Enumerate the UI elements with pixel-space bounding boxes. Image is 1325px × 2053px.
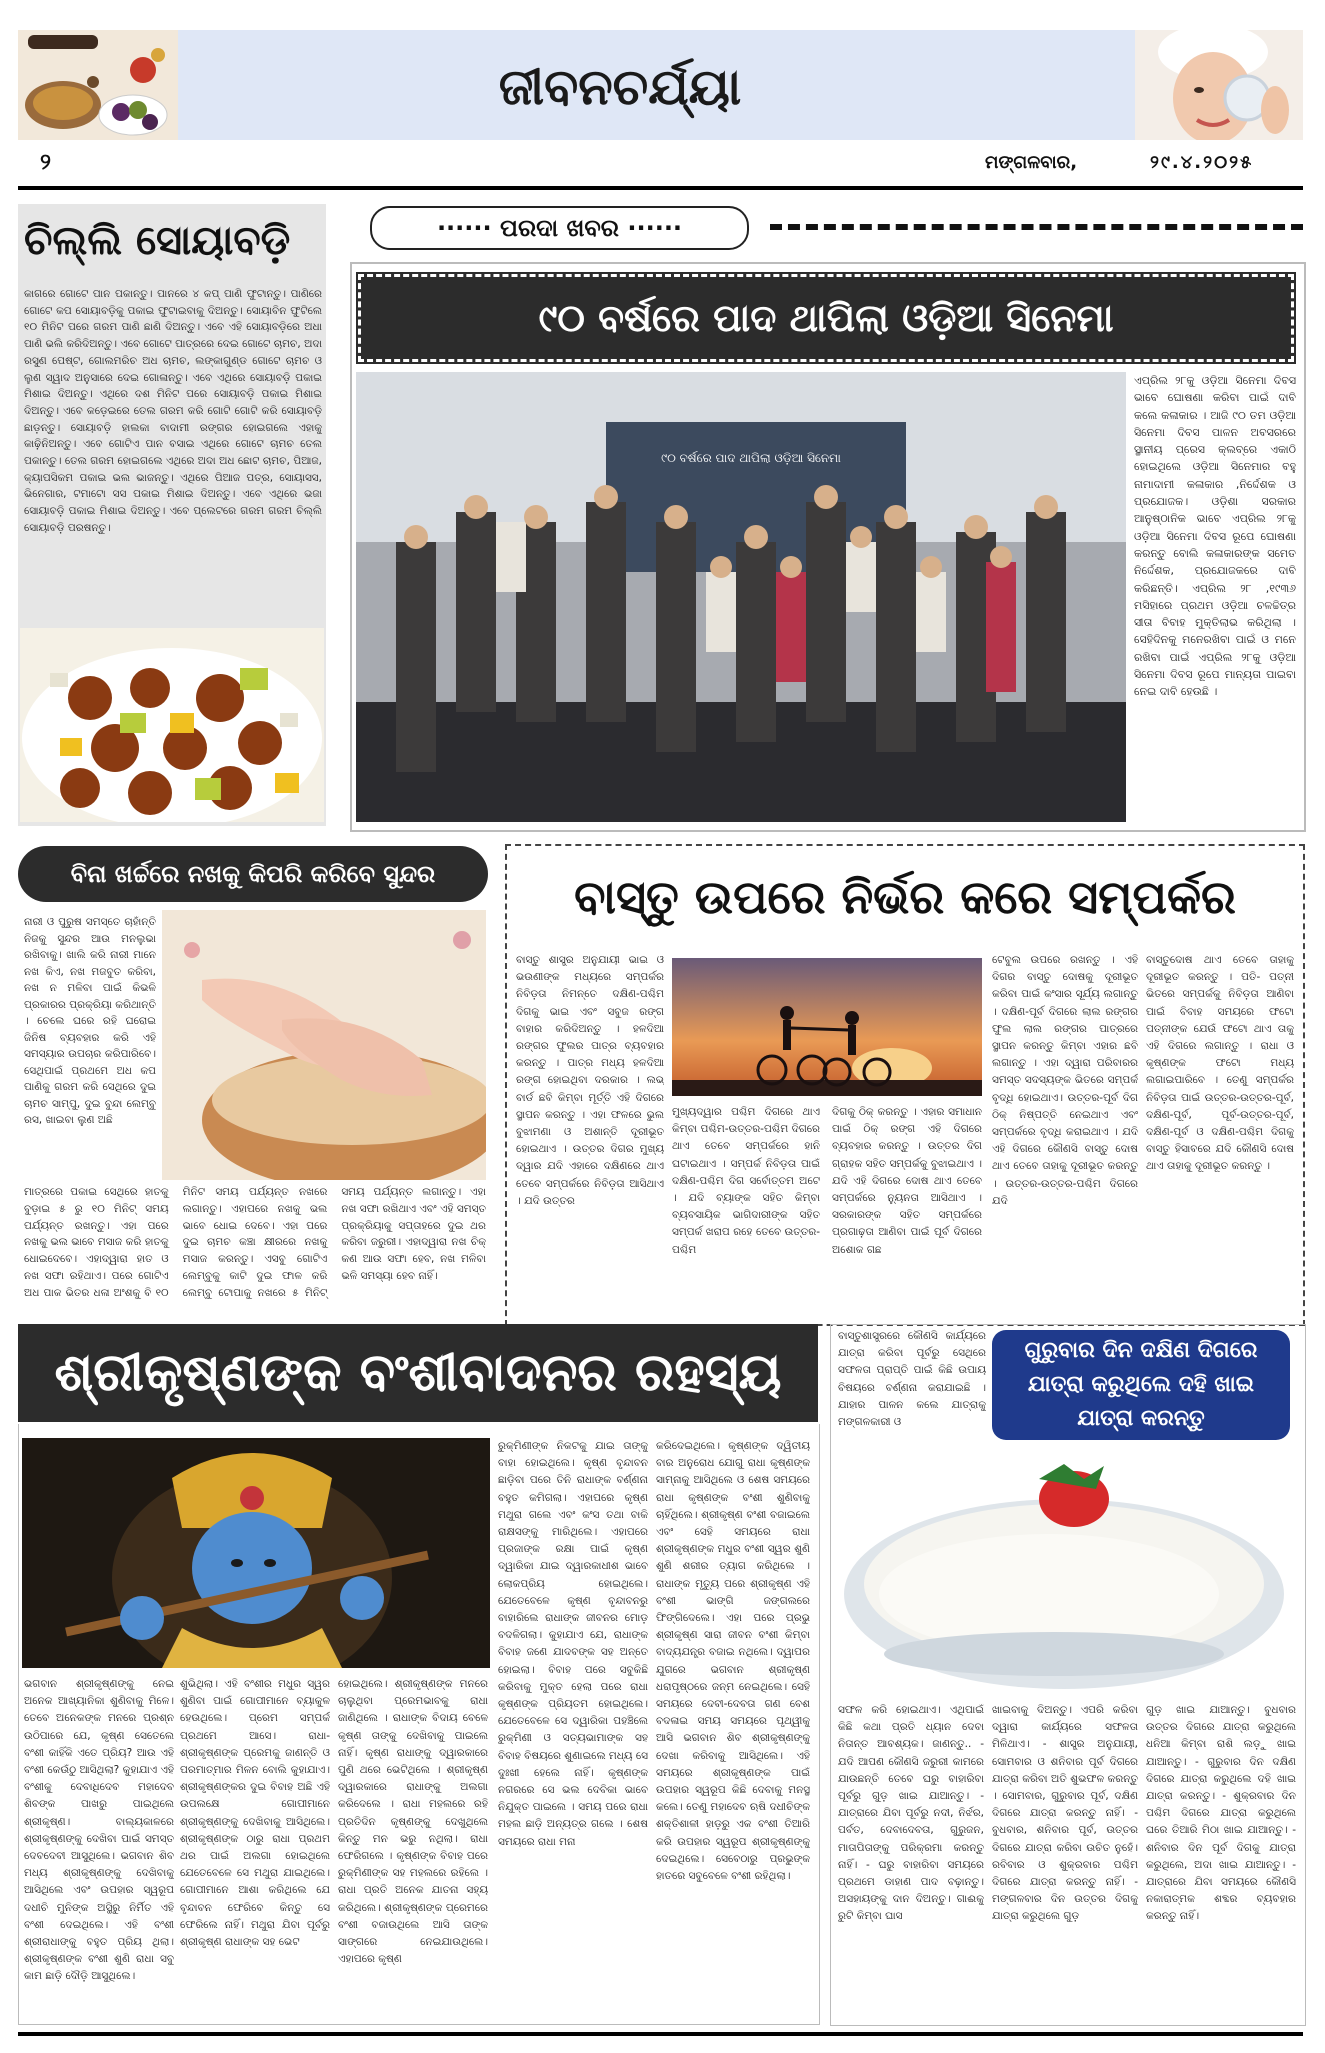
- krishna-col-b: ଶୁଭିଥିଲା। ଏହି ବଂଶୀର ମଧୁର ସ୍ୱର ଶୁଣିବା ପାଇଁ ଗୋପୀମାନେ ବ୍ୟାକୁଳ ହେଉଥିଲେ। ପ୍ରେମ ସମ୍ପର୍କ ପ୍ରଥମେ ଆସେ। ରାଧା-ଶ୍ରୀକୃଷ୍ଣଙ୍କ ପ୍ରେମକୁ ଜାଣନ୍ତି ଓ ପରମାତ୍ମାର ମିଳନ ବୋଲି କୁହାଯାଏ। ଶ୍ରୀକୃଷ୍ଣଙ୍କର ଦୁଇ ବିବାହ ଅଛି ଏହି ଉପଲକ୍ଷେ ଗୋପୀମାନେ ଶ୍ରୀକୃଷ୍ଣଙ୍କୁ ଦେଖିବାକୁ ଆସିଥିଲେ। ଶ୍ରୀକୃଷ୍ଣଙ୍କ ଠାରୁ ରାଧା ପ୍ରଥମ ଥର ପାଇଁ ଅଲଗା ହୋଇଥିଲେ ଯେତେବେଳେ ସେ ମଥୁରା ଯାଇଥିଲେ। ଗୋପୀମାନେ ଆଶା କରିଥିଲେ ଯେ ବୃନ୍ଦାବନ ଫେରିବେ କିନ୍ତୁ ସେ ଫେରିଲେ ନାହିଁ। ମଥୁରା ଯିବା ପୂର୍ବରୁ ଶ୍ରୀକୃଷ୍ଣ ରାଧାଙ୍କ ସହ ଭେଟ: [180, 1678, 330, 1949]
- krishna-col-e: କରିଦେଇଥିଲେ। କୃଷ୍ଣଙ୍କ ଦ୍ୱିତୀୟ ବାର ଅନୁରୋଧ ଯୋଗୁ ରାଧା କୃଷ୍ଣଙ୍କ ସାମ୍ନାକୁ ଆସିଥିଲେ ଓ ଶେଷ ସମୟରେ ରାଧା କୃଷ୍ଣଙ୍କ ବଂଶୀ ଶୁଣିବାକୁ ଚାହିଁଥିଲେ। ଶ୍ରୀକୃଷ୍ଣ ବଂଶୀ ବଜାଇଲେ ଏବଂ ସେହି ସମୟରେ ରାଧା ଶ୍ରୀକୃଷ୍ଣଙ୍କ ମଧୁର ବଂଶୀ ସ୍ୱର ଶୁଣି ଶୁଣି ଶରୀର ତ୍ୟାଗ କରିଥିଲେ । ରାଧାଙ୍କ ମୃତ୍ୟୁ ପରେ ଶ୍ରୀକୃଷ୍ଣ ଏହି ବଂଶୀ ଭାଙ୍ଗି ଜଙ୍ଗଲରେ ଫିଙ୍ଗିଦେଲେ। ଏହା ପରେ ପ୍ରଭୁ ଶ୍ରୀକୃଷ୍ଣ ସାରା ଜୀବନ ବଂଶୀ କିମ୍ବା ବାଦ୍ୟଯନ୍ତ୍ର ବଜାଇ ନଥିଲେ। ଦ୍ୱାପର ଯୁଗରେ ଭଗବାନ ଶ୍ରୀକୃଷ୍ଣ ଧରାପୃଷ୍ଠରେ ଜନ୍ମ ନେଇଥିଲେ। ସେହି ସମୟରେ ଦେବୀ-ଦେବତା ଗଣ ବେଶ ବଦଳାଇ ସମୟ ସମୟରେ ପୃଥ୍ୱୀକୁ ଆସି ଭଗବାନ ଶିବ ଶ୍ରୀକୃଷ୍ଣଙ୍କୁ ଦେଖା କରିବାକୁ ଆସିଥିଲେ। ଏହି ସମୟରେ ଶ୍ରୀକୃଷ୍ଣଙ୍କ ପାଇଁ ଉପହାର ସ୍ୱରୂପ କିଛି ଦେବାକୁ ମନସ୍ଥ କଲେ। ତେଣୁ ମହାଦେବ ଋଷି ଦଧୀଚିଙ୍କ ଶକ୍ତିଶାଳୀ ହାଡ଼ରୁ ଏକ ବଂଶୀ ତିଆରି କରି ଉପହାର ସ୍ୱରୂପ ଶ୍ରୀକୃଷ୍ଣଙ୍କୁ ଦେଇଥିଲେ। ସେବେଠାରୁ ପ୍ରଭୁଙ୍କ ହାତରେ ସବୁବେଳେ ବଂଶୀ ରହିଥିଲା।: [656, 1440, 810, 1883]
- couple-sunset-silhouette: [672, 958, 982, 1096]
- cinema-photo-caption: ୯୦ ବର୍ଷରେ ପାଦ ଥାପିଲା ଓଡ଼ିଆ ସିନେମା: [661, 451, 841, 465]
- nails-bottom-text: ମାତ୍ରରେ ପକାଇ ସେଥିରେ ହାତକୁ ବୁଡ଼ାଇ ୫ ରୁ ୧୦ ମିନିଟ୍ ସମୟ ପର୍ଯ୍ୟନ୍ତ ରଖନ୍ତୁ। ଏହା ପରେ ନଖକୁ ଭଲ ଭାବେ ମସାଜ କରି ହାତକୁ ଧୋଇଦେବେ। ଏହାଦ୍ୱାରା ହାତ ଓ ନଖ ସଫା ରହିଥାଏ। ପରେ ଗୋଟିଏ ଅଧ ପାକ ଭିତର ଧଳା ଅଂଶକୁ ବି ୧୦ ମିନିଟ ସମୟ ପର୍ଯ୍ୟନ୍ତ ନଖରେ ଲଗାନ୍ତୁ। ଏହାପରେ ନଖକୁ ଭଲ ଭାବେ ଧୋଇ ଦେବେ। ଏହା ପରେ ଦୁଇ ଚାମଚ କଞ୍ଚା କ୍ଷୀରରେ ନଖକୁ ମସାଜ କରନ୍ତୁ। ଏସବୁ ଗୋଟିଏ ଲେମ୍ବୁକୁ କାଟି ଦୁଇ ଫାଳ କରି ଲେମ୍ବୁ ଟୋପାକୁ ନଖରେ ୫ ମିନିଟ୍ ସମୟ ପର୍ଯ୍ୟନ୍ତ ଲଗାନ୍ତୁ। ଏହା ନଖ ସଫା ରଖିଥାଏ ଏବଂ ଏହି ସମସ୍ତ ପ୍ରକ୍ରିୟାକୁ ସପ୍ତାହରେ ଦୁଇ ଥର କରିବା ଜରୁରୀ। ଏହାଦ୍ୱାରା ନଖ ଚିକ୍‌ କଣ ଆଉ ସଫା ହେବ, ନଖ ମଳିବା ଭଳି ସମସ୍ୟା ହେବ ନାହିଁ।: [24, 1186, 486, 1299]
- vastu-col3: ଦିଗକୁ ଠିକ୍ କରନ୍ତୁ । ଏହାର ସମାଧାନ ପାଇଁ ଠିକ୍ ରଙ୍ଗ ଏହି ଦିଗରେ ବ୍ୟବହାର କରନ୍ତୁ । ଉତ୍ତର ଦିଗ ଗ୍ରାହକ ସହିତ ସମ୍ପର୍କକୁ ବୁଝାଇଥାଏ । ଯଦି ଏହି ଦିଗରେ ଦୋଷ ଥାଏ ତେବେ ସମ୍ପର୍କରେ ନ୍ୟୁନତା ଆସିଥାଏ । ସରକାରଙ୍କ ସହିତ ସମ୍ପର୍କରେ ପ୍ରଗାଢ଼ତା ଆଣିବା ପାଇଁ ପୂର୍ବ ଦିଗରେ ଅଶୋକ ଗଛ: [832, 1106, 982, 1256]
- krishna-col-a: ଭଗବାନ ଶ୍ରୀକୃଷ୍ଣଙ୍କୁ ନେଇ ଅନେକ ଆଖ୍ୟାନିକା ଶୁଣିବାକୁ ମିଳେ। ତେବେ ଅନେକଙ୍କ ମନରେ ପ୍ରଶ୍ନ ଉଠିପାରେ ଯେ, କୃଷ୍ଣ ସେତେଲେ ବଂଶୀ କାହିଁକି ଏତେ ପ୍ରିୟ? ଆଉ ଏହି ବଂଶୀ କେଉଁଠୁ ଆସିଥିଲା? କୁହାଯାଏ ଏହି ବଂଶୀକୁ ଦେବାଧିଦେବ ମହାଦେବ ଶିବଙ୍କ ପାଖରୁ ପାଇଥିଲେ ଶ୍ରୀକୃଷ୍ଣ। ବାଲ୍ୟକାଳରେ ଶ୍ରୀକୃଷ୍ଣଙ୍କୁ ଦେଖିବା ପାଇଁ ସମସ୍ତ ଦେବଦେବୀ ଆସୁଥିଲେ। ଭଗବାନ ଶିବ ମଧ୍ୟ ଶ୍ରୀକୃଷ୍ଣଙ୍କୁ ଦେଖିବାକୁ ଆସିଥିଲେ ଏବଂ ଉପହାର ସ୍ୱରୂପ ଦଧୀଚି ମୁନିଙ୍କ ଅସ୍ଥିରୁ ନିର୍ମିତ ଏହି ବଂଶୀ ଦେଇଥିଲେ। ଏହି ବଂଶୀ ଶ୍ରୀରାଧାଙ୍କୁ ବହୁତ ପ୍ରିୟ ଥିଲା। ଶ୍ରୀକୃଷ୍ଣଙ୍କ ବଂଶୀ ଶୁଣି ରାଧା ସବୁ କାମ ଛାଡ଼ି ଦୌଡ଼ି ଆସୁଥିଲେ।: [24, 1678, 174, 1983]
- chilli-title: ଚିଲ୍ଲି ସୋୟାବଡ଼ି: [24, 218, 291, 264]
- hands-in-bowl: [162, 910, 486, 1180]
- yatra-photo: [834, 1444, 1300, 1696]
- yatra-title: ଗୁରୁବାର ଦିନ ଦକ୍ଷିଣ ଦିଗରେ ଯାତ୍ରା କରୁଥିଲେ ଦହି ଖାଇ ଯାତ୍ରା କରନ୍ତୁ: [1024, 1338, 1258, 1431]
- curd-bowl-with-strawberry: [834, 1444, 1300, 1696]
- vastu-title: ବାସ୍ତୁ ଉପରେ ନିର୍ଭର କରେ ସମ୍ପର୍କର: [574, 870, 1236, 924]
- vastu-col2: ମୁଖ୍ୟଦ୍ୱାର ପଶ୍ଚିମ ଦିଗରେ ଥାଏ କିମ୍ବା ପଶ୍ଚିମ-ଉତ୍ତର-ପଶ୍ଚିମ ଦିଗରେ ଥାଏ ତେବେ ସମ୍ପର୍କରେ ହାନି ଘଟାଇଥାଏ । ସମ୍ପର୍କ ନିବିଡ଼ତା ପାଇଁ ଦକ୍ଷିଣ-ପଶ୍ଚିମ ଦିଗ ସର୍ବୋତ୍ତମ ଅଟେ । ଯଦି ବ୍ୟାଙ୍କ ସହିତ କିମ୍ବା ବ୍ୟବସାୟିକ ଭାଗିଦାରୀଙ୍କ ସହିତ ସମ୍ପର୍କ ଖରାପ ରହେ ତେବେ ଉତ୍ତର-ପଶ୍ଚିମ: [672, 1106, 820, 1256]
- nails-photo: [162, 910, 486, 1180]
- cinema-photo: [356, 372, 1126, 822]
- day-label: ମଙ୍ଗଳବାର,: [985, 152, 1078, 173]
- header-beauty-image: [1135, 30, 1303, 140]
- krishna-photo: [22, 1438, 490, 1668]
- spices-illustration: [18, 30, 178, 140]
- krishna-col-d: ରୁକ୍ମିଣୀଙ୍କ ନିକଟକୁ ଯାଇ ତାଙ୍କୁ ବାହା ହୋଇଥିଲେ। କୃଷ୍ଣ ବୃନ୍ଦାବନ ଛାଡ଼ିବା ପରେ ତିନି ରାଧାଙ୍କ ବର୍ଣ୍ଣନା ବହୁତ କମିଗଲା। ଏହାପରେ କୃଷ୍ଣ ମଥୁରା ଗଲେ ଏବଂ କଂସ ତଥା ବାକି ରାକ୍ଷସଙ୍କୁ ମାରିଥିଲେ। ଏହାପରେ ପ୍ରଜାଙ୍କ ରକ୍ଷା ପାଇଁ କୃଷ୍ଣ ଦ୍ୱାରିକା ଯାଇ ଦ୍ୱାରକାଧୀଶ ଭାବେ ଲୋକପ୍ରିୟ ହୋଇଥିଲେ। ଯେତେବେଳେ କୃଷ୍ଣ ବୃନ୍ଦାବନରୁ ବାହାରିଲେ ରାଧାଙ୍କ ଜୀବନର ମୋଡ଼ ବଦଳିଗଲା। କୁହାଯାଏ ଯେ, ରାଧାଙ୍କ ବିବାହ ଜଣେ ଯାଦବଙ୍କ ସହ ଅନ୍ତେ ହୋଇଲା। ବିବାହ ପରେ ସବୁକିଛି କରିବାକୁ ମୁକ୍ତ ହେଲା ପରେ ରାଧା କୃଷ୍ଣଙ୍କ ପ୍ରିୟତମ ହୋଇଥିଲେ। ଯେତେବେଳେ ସେ ଦ୍ୱାରିକା ପହଞ୍ଚିଲେ ରୁକ୍ମିଣୀ ଓ ସତ୍ୟଭାମାଙ୍କ ସହ ବିବାହ ବିଷୟରେ ଶୁଣାଇଲେ ମଧ୍ୟ ସେ ଦୁଃଖୀ ହେଲେ ନାହିଁ। କୃଷ୍ଣଙ୍କ ନଗରରେ ସେ ଭଲ ଦେବିକା ଭାବେ ନିଯୁକ୍ତ ପାଇଲେ । ସମୟ ପରେ ରାଧା ମହଲ ଛାଡ଼ି ଅନ୍ୟତ୍ର ଗଲେ । ଶେଷ ସମୟରେ ରାଧା ମନା: [498, 1440, 648, 1848]
- krishna-col-c: ହୋଇଥିଲେ। ଶ୍ରୀକୃଷ୍ଣଙ୍କ ମନରେ ଚାଲୁଥିବା ପ୍ରେମଭାବକୁ ରାଧା ଜାଣିଥିଲେ । ରାଧାଙ୍କ ବିଦାୟ ବେଳେ କୃଷ୍ଣ ତାଙ୍କୁ ଦେଖିବାକୁ ପାଇଲେ ନାହିଁ। କୃଷ୍ଣ ରାଧାଙ୍କୁ ଦ୍ୱାରକାରେ ପୁଣି ଥରେ ଭେଟିଥିଲେ । ଶ୍ରୀକୃଷ୍ଣ ଦ୍ୱାରକାରେ ରାଧାଙ୍କୁ ଅଲଗା କରିଦେଲେ । ରାଧା ମହଲରେ ରହି ପ୍ରତିଦିନ କୃଷ୍ଣଙ୍କୁ ଦେଖୁଥିଲେ କିନ୍ତୁ ମନ ଭରୁ ନଥିଲା। ରାଧା ଫେରିଗଲେ । କୃଷ୍ଣଙ୍କ ବିବାହ ପରେ ରୁକ୍ମିଣୀଙ୍କ ସହ ମହଲରେ ରହିଲେ । ରାଧା ପ୍ରତି ଅନେକ ଯାତନା ସହ୍ୟ କରିଥିଲେ। ଶ୍ରୀକୃଷ୍ଣଙ୍କ ପ୍ରେମରେ ବଂଶୀ ବଜାଉଥିଲେ ଆସି ତାଙ୍କ ସାଙ୍ଗରେ ନେଇଯାଉଥିଲେ। ଏହାପରେ କୃଷ୍ଣ: [338, 1678, 488, 1966]
- page-number: ୨: [40, 150, 51, 175]
- yatra-col-b: ଖାଇବାକୁ ଦିଅନ୍ତୁ। ଏପରି କରିବା ଦ୍ୱାରା କାର୍ଯ୍ୟରେ ସଫଳତା ମିଳିଥାଏ। - ଶାସ୍ତ୍ର ଅନୁଯାୟୀ, ସୋମବାର ଓ ଶନିବାର ପୂର୍ବ ଦିଗରେ ଯାତ୍ରା କରିବା ଅତି ଶୁଭଫଳ କରନ୍ତୁ । ସୋମବାର, ଗୁରୁବାର ପୂର୍ବ, ଦକ୍ଷିଣ ଦିଗରେ ଯାତ୍ରା କରନ୍ତୁ ନାହିଁ। - ବୁଧବାର, ଶନିବାର ପୂର୍ବ, ଉତ୍ତର ଦିଗରେ ଯାତ୍ରା କରିବା ଉଚିତ ନୁହେଁ। ରବିବାର ଓ ଶୁକ୍ରବାର ପଶ୍ଚିମ ଦିଗରେ ଯାତ୍ରା କରନ୍ତୁ ନାହିଁ। - ମଙ୍ଗଳବାର ଦିନ ଉତ୍ତର ଦିଗକୁ ଯାତ୍ରା କରୁଥିଲେ ଗୁଡ଼: [992, 1704, 1138, 1923]
- krishna-flute-painting: [22, 1438, 490, 1668]
- yatra-intro: ବାସ୍ତୁଶାସ୍ତ୍ରରେ କୌଣସି କାର୍ଯ୍ୟରେ ଯାତ୍ରା କରିବା ପୂର୍ବରୁ ସେଥିରେ ସଫଳତା ପ୍ରାପ୍ତି ପାଇଁ କିଛି ଉପାୟ ବିଷୟରେ ବର୍ଣ୍ଣନା କରାଯାଇଛି । ଯାହାର ପାଳନ କଲେ ଯାତ୍ରାକୁ ମଙ୍ଗଳକାରୀ ଓ: [838, 1330, 986, 1429]
- cinema-title: ୯୦ ବର୍ଷରେ ପାଦ ଥାପିଲା ଓଡ଼ିଆ ସିନେମା: [538, 296, 1114, 340]
- parada-dotted-rule: [770, 224, 1303, 230]
- face-cream-illustration: [1135, 30, 1303, 140]
- footer-rule: [18, 2032, 1303, 2036]
- soya-chilli-dish: [20, 628, 324, 822]
- vastu-col1: ବାସ୍ତୁ ଶାସ୍ତ୍ର ଅନୁଯାୟୀ ଭାଇ ଓ ଭଉଣୀଙ୍କ ମଧ୍ୟରେ ସମ୍ପର୍କର ନିବିଡ଼ତା ନିମନ୍ତେ ଦକ୍ଷିଣ-ପଶ୍ଚିମ ଦିଗକୁ ଭାଇ ଏବଂ ସବୁଜ ରଙ୍ଗ ବାହାର କରିଦିଅନ୍ତୁ । ହଳଦିଆ ରଙ୍ଗର ଫୁଲର ପାତ୍ର ବ୍ୟବହାର କରନ୍ତୁ । ପାତ୍ର ମଧ୍ୟ ହଳଦିଆ ରଙ୍ଗ ହୋଇଥିବା ଦରକାର । ଲଭ୍ ବାର୍ଡ ଛବି କିମ୍ବା ମୂର୍ତ୍ତି ଏହି ଦିଗରେ ସ୍ଥାପନ କରନ୍ତୁ । ଏହା ଫଳରେ ଭୁଲ ବୁଝାମଣା ଓ ଅଶାନ୍ତି ଦୂରୀଭୂତ ହୋଇଥାଏ । ଉତ୍ତର ଦିଗର ମୁଖ୍ୟ ଦ୍ୱାର ଯଦି ଏହାରେ ଦକ୍ଷିଣରେ ଥାଏ ତେବେ ସମ୍ପର୍କରେ ନିବିଡ଼ତା ଆସିଥାଏ । ଯଦି ଉତ୍ତର: [516, 954, 664, 1207]
- chilli-body: କାଗରେ ଗୋଟେ ପାନ ପକାନ୍ତୁ। ପାନରେ ୪ କପ୍‌ ପାଣି ଫୁଟାନ୍ତୁ। ପାଣିରେ ଗୋଟେ କପ ସୋୟାବଡ଼ିକୁ ପକାଇ ଫୁଟାଇବାକୁ ଦିଅନ୍ତୁ। ସୋୟାବିନ ଫୁଟିଲେ ୧୦ ମିନିଟ ପରେ ଗରମ ପାଣି ଛାଣି ଦିଅନ୍ତୁ। ଏବେ ଏହି ସୋୟାବଡ଼ିରେ ଅଧା ପାଣି ଭଲି କରିଦିଅନ୍ତୁ। ଏବେ ଗୋଟେ ପାତ୍ରରେ ଦେଇ ଗୋଟେ ଚାମଚ, ଅଦା ରସୁଣ ପେଷ୍ଟ, ଗୋଲମରିଚ ଅଧ ଚାମଚ, ଲଙ୍କାଗୁଣ୍ଡ ଗୋଟେ ଚାମଚ ଓ ଲୁଣ ସ୍ୱାଦ ଅନୁସାରେ ଦେଇ ଗୋଳାନ୍ତୁ। ଏବେ ଏଥିରେ ସୋୟାବଡ଼ି ପକାଇ ମିଶାଇ ଦିଅନ୍ତୁ। ଏଥିରେ ଦଶ ମିନିଟ ପରେ ସୋୟାବଡ଼ି ପକାଇ ମିଶାଇ ଦିଅନ୍ତୁ। ଏବେ କଡ଼େଇରେ ତେଲ ଗରମ କରି ଗୋଟି ଗୋଟି କରି ସୋୟାବଡ଼ି ଛାଡ଼ନ୍ତୁ। ସୋୟାବଡ଼ି ହାଲକା ବାଦାମୀ ରଙ୍ଗର ହୋଇଗଲେ ଏହାକୁ କାଢ଼ିନିଅନ୍ତୁ। ଏବେ ଗୋଟିଏ ପାନ ବସାଇ ଏଥିରେ ଗୋଟେ ଚାମଚ ତେଲ ପକାନ୍ତୁ। ତେଲ ଗରମ ହୋଇଗଲେ ଏଥିରେ ଅଦା ଅଧ ଛୋଟ ଚାମଚ, ପିଆଜ, କ୍ୟାପସିକମ ପକାଇ ଭଲ ଭାଜନ୍ତୁ। ଏଥିରେ ପିଆଜ ପତ୍ର, ସୋୟାସସ, ଭିନେଗାର, ଟମାଟୋ ସସ ପକାଇ ମିଶାଇ ଦିଅନ୍ତୁ। ଏବେ ଏଥିରେ ଭଜା ସୋୟାବଡ଼ି ପକାଇ ମିଶାଇ ଦିଅନ୍ତୁ। ଏବେ ପ୍ଲେଟରେ ଗରମ ଗରମ ଚିଲ୍ଲି ସୋୟାବଡ଼ି ପରଷନ୍ତୁ।: [24, 288, 322, 534]
- cinema-body: ଏପ୍ରିଲ ୨୮କୁ ଓଡ଼ିଆ ସିନେମା ଦିବସ ଭାବେ ଘୋଷଣା କରିବା ପାଇଁ ଦାବି କଲେ କଳାକାର । ଆଜି ୯୦ ତମ ଓଡ଼ିଆ ସିନେମା ଦିବସ ପାଳନ ଅବସରରେ ସ୍ଥାନୀୟ ପ୍ରେସ କ୍ଲବ୍‌ରେ ଏକାଠି ହୋଇଥିଲେ ଓଡ଼ିଆ ସିନେମାର ବହୁ ନାମାଦାମୀ କଳାକାର ,ନିର୍ଦ୍ଦେଶକ ଓ ପ୍ରଯୋଜକ। ଓଡ଼ିଶା ସରକାର ଆନୁଷ୍ଠାନିକ ଭାବେ ଏପ୍ରିଲ ୨୮କୁ ଓଡ଼ିଆ ସିନେମା ଦିବସ ରୂପେ ଘୋଷଣା କରନ୍ତୁ ବୋଲି କଳାକାରଙ୍କ ସମେତ ନିର୍ଦ୍ଦେଶକ, ପ୍ରଯୋଜକରେ ଦାବି କରିଛନ୍ତି। ଏପ୍ରିଲ ୨୮ ,୧୯୩୬ ମସିହାରେ ପ୍ରଥମ ଓଡ଼ିଆ ଚଳଚ୍ଚିତ୍ର ସୀତା ବିବାହ ମୁକ୍ତିଲାଭ କରିଥିଲା । ସେହିଦିନକୁ ମନେରଖିବା ପାଇଁ ଓ ମନେ ରଖିବା ପାଇଁ ଏପ୍ରିଲ ୨୮କୁ ଓଡ଼ିଆ ସିନେମା ଦିବସ ରୂପେ ମାନ୍ୟତା ପାଇବା ନେଇ ଦାବି ହେଉଛି ।: [1134, 374, 1296, 699]
- chilli-photo: [20, 628, 324, 822]
- cinema-group-photo: [356, 372, 1126, 822]
- header-spice-image: [18, 30, 178, 140]
- nails-side-text: ନାରୀ ଓ ପୁରୁଷ ସମସ୍ତେ ଚାହାଁନ୍ତି ନିଜକୁ ସୁନ୍ଦର ଆଉ ମନଲୁଭା ରଖିବାକୁ। ଖାଲି କରି ନାରୀ ମାନେ ନଖ କିଏ, ନଖ ମଜବୁତ କରିବା, ନଖ ନ ମଳିବା ପାଇଁ କିଭଳି ପ୍ରକାରର ପ୍ରକ୍ରିୟା କରିଥାନ୍ତି । ଚେଲେ ଘରେ ରହି ଘରୋଇ ଜିନିଷ ବ୍ୟବହାର କରି ଏହି ସମସ୍ୟାର ଉପଚାର କରିପାରିବେ। ସେଥିପାଇଁ ପ୍ରଥମେ ଅଧ କପ ପାଣିକୁ ଗରମ କରି ସେଥିରେ ଦୁଇ ଚାମଚ ସାମ୍ପୁ, ଦୁଇ ବୁନ୍ଦା ଲେମ୍ବୁ ରସ, ଖାଇବା ଲୁଣ ଅଛି: [24, 916, 156, 1126]
- vastu-photo: [672, 958, 982, 1096]
- vastu-col5: ବାସ୍ତୁଦୋଷ ଥାଏ ତେବେ ତାହାକୁ ଦୂରୀଭୂତ କରନ୍ତୁ । ପତି- ପତ୍ନୀ ଭିତରେ ସମ୍ପର୍କକୁ ନିବିଡ଼ତା ଆଣିବା ପାଇଁ ବିବାହ ସମୟରେ ଫଟୋ ପତ୍ନୀଙ୍କ ଯେଉଁ ଫଟୋ ଥାଏ ତାକୁ ଏହି ଦିଗରେ ଲଗାନ୍ତୁ । ରାଧା ଓ କୃଷ୍ଣଙ୍କ ଫଟୋ ମଧ୍ୟ ଲଗାଇପାରିବେ । ତେଣୁ ସମ୍ପର୍କର ନିବିଡ଼ତା ପାଇଁ ଉତ୍ତର-ଉତ୍ତର-ପୂର୍ବ, ଦକ୍ଷିଣ-ପୂର୍ବ, ପୂର୍ବ-ଉତ୍ତର-ପୂର୍ବ, ଦକ୍ଷିଣ-ପୂର୍ବ ଓ ଦକ୍ଷିଣ-ପଶ୍ଚିମ ଦିଗକୁ ବାସ୍ତୁ ହିସାବରେ ଯଦି କୌଣସି ଦୋଷ ଥାଏ ତାହାକୁ ଦୂରୀଭୂତ କରନ୍ତୁ ।: [1146, 954, 1294, 1173]
- yatra-col-c: ଗୁଡ଼ ଖାଇ ଯାଆନ୍ତୁ। ବୁଧବାର ଉତ୍ତର ଦିଗରେ ଯାତ୍ରା କରୁଥିଲେ ଧନିଆ କିମ୍ବା ରାଶି ଲଡ଼ୁ ଖାଇ ଯାଆନ୍ତୁ। - ଗୁରୁବାର ଦିନ ଦକ୍ଷିଣ ଦିଗରେ ଯାତ୍ରା କରୁଥିଲେ ଦହି ଖାଇ ଯାତ୍ରା କରନ୍ତୁ। - ଶୁକ୍ରବାର ଦିନ ପଶ୍ଚିମ ଦିଗରେ ଯାତ୍ରା କରୁଥିଲେ ଘରେ ତିଆରି ମିଠା ଖାଇ ଯାଆନ୍ତୁ। - ଶନିବାର ଦିନ ପୂର୍ବ ଦିଗକୁ ଯାତ୍ରା କରୁଥିଲେ, ଅଦା ଖାଇ ଯାଆନ୍ତୁ। - ଯାତ୍ରାରେ ଯିବା ସମୟରେ କୌଣସି ନକାରାତ୍ମକ ଶବ୍ଦର ବ୍ୟବହାର କରନ୍ତୁ ନାହିଁ।: [1146, 1704, 1296, 1923]
- parada-banner: ······ ପରଦା ଖବର ······: [370, 206, 749, 250]
- vastu-col4: ଟେବୁଲ ଉପରେ ରଖନ୍ତୁ । ଏହି ଦିଗର ବାସ୍ତୁ ଦୋଷକୁ ଦୂରୀଭୂତ କରିବା ପାଇଁ କଂସାର ସୂର୍ଯ୍ୟ ଲଗାନ୍ତୁ । ଦକ୍ଷିଣ-ପୂର୍ବ ଦିଗରେ ଲାଲ ରଙ୍ଗର ଫୁଲ ଲାଲ ରଙ୍ଗର ପାତ୍ରରେ ସ୍ଥାପନ କରନ୍ତୁ କିମ୍ବା ଏହାର ଛବି ଲଗାନ୍ତୁ । ଏହା ଦ୍ୱାରା ପରିବାରର ସମସ୍ତ ସଦସ୍ୟଙ୍କ ଭିତରେ ସମ୍ପର୍କ ବୃଦ୍ଧି ହୋଇଥାଏ। ଉତ୍ତର-ପୂର୍ବ ଦିଗ ଠିକ୍ ନିଷ୍ପତ୍ତି ନେଇଥାଏ ଏବଂ ସମ୍ପର୍କରେ ବୃଦ୍ଧି କରାଇଥାଏ । ଯଦି ଏହି ଦିଗରେ କୌଣସି ବାସ୍ତୁ ଦୋଷ ଥାଏ ତେବେ ତାହାକୁ ଦୂରୀଭୂତ କରନ୍ତୁ । ଉତ୍ତର-ଉତ୍ତର-ପଶ୍ଚିମ ଦିଗରେ ଯଦି: [992, 954, 1138, 1207]
- krishna-title: ଶ୍ରୀକୃଷ୍ଣଙ୍କ ବଂଶୀବାଦନର ରହସ୍ୟ: [54, 1343, 782, 1403]
- header-title: ଜୀବନଚର୍ଯ୍ୟା: [498, 58, 742, 116]
- nails-title: ବିନା ଖର୍ଚ୍ଚରେ ନଖକୁ କିପରି କରିବେ ସୁନ୍ଦର: [70, 860, 436, 888]
- yatra-col-a: ସଫଳ କରି ହୋଇଥାଏ। ଏଥିପାଇଁ କିଛି କଥା ପ୍ରତି ଧ୍ୟାନ ଦେବା ନିତାନ୍ତ ଆବଶ୍ୟକ। ଜାଣନ୍ତୁ.. - ଯଦି ଆପଣ କୌଣସି ଜରୁରୀ କାମରେ ଯାଉଛନ୍ତି ତେବେ ଘରୁ ବାହାରିବା ପୂର୍ବରୁ ଗୁଡ଼ ଖାଇ ଯାଆନ୍ତୁ। - ଯାତ୍ରାରେ ଯିବା ପୂର୍ବରୁ ନଦୀ, ନିର୍ଝର, ପର୍ବତ, ଦେବାଦେବତା, ଗୁରୁଜନ, ମାତାପିତାଙ୍କୁ ପରିକ୍ରମା କରନ୍ତୁ ନାହିଁ। - ଘରୁ ବାହାରିବା ସମୟରେ ପ୍ରଥମେ ଡାହାଣ ପାଦ ବଢ଼ାନ୍ତୁ। ଅସହାୟଙ୍କୁ ଦାନ ଦିଅନ୍ତୁ। ଗାଈକୁ ରୁଟି କିମ୍ବା ଘାସ: [838, 1704, 984, 1923]
- header-rule: [18, 186, 1303, 190]
- date-label: ୨୯.୪.୨୦୨୫: [1150, 152, 1254, 173]
